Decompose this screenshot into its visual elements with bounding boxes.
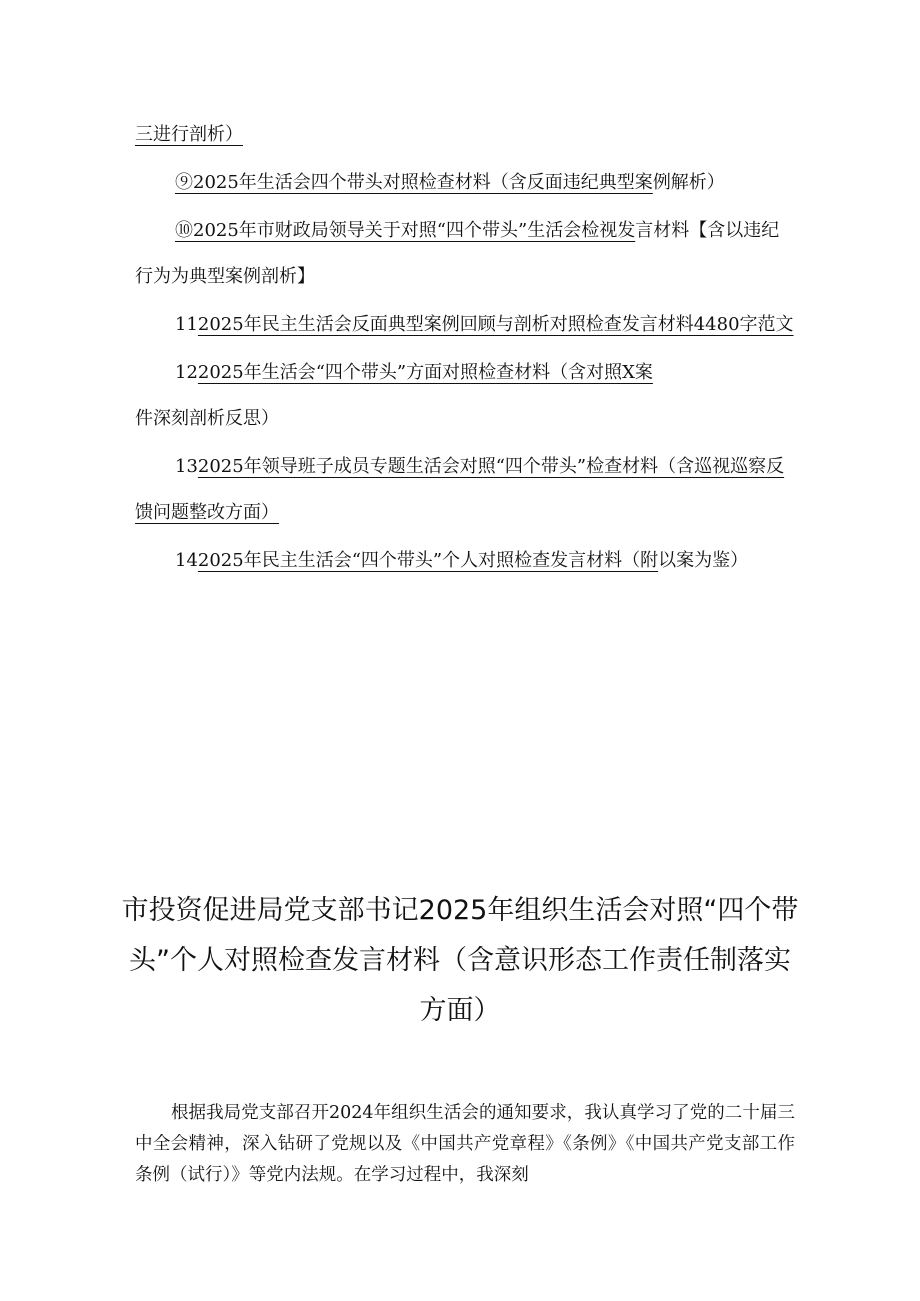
toc-item [135, 350, 795, 442]
toc-link[interactable]: 2025年领导班子成员专题生活会对照“四个带头”检查材料（含巡视巡察反馈问题整改方面） [135, 456, 785, 523]
toc-item [135, 160, 795, 206]
table-of-contents [135, 112, 795, 584]
toc-item-text: 件深刻剖析反思） [135, 408, 279, 429]
body-paragraph: 根据我局党支部召开2024年组织生活会的通知要求，我认真学习了党的二十届三中全会精神，深入钻研了党规以及《中国共产党章程》《条例》《中国共产党支部工作条例（试行）》等党内法规。在学习过程中，我深刻 [135, 1103, 795, 1185]
toc-link[interactable]: 三进行剖析） [135, 124, 243, 145]
toc-item [135, 444, 795, 536]
toc-item-text: 以案为鉴） [658, 550, 749, 571]
toc-item [135, 302, 795, 348]
toc-item-text: 例解析） [652, 172, 725, 193]
document-title: 市投资促进局党支部书记2025年组织生活会对照“四个带头”个人对照检查发言材料（含意识形态工作责任制落实方面） [121, 895, 799, 1026]
toc-link[interactable]: 2025年生活会“四个带头”方面对照检查材料（含对照X案 [197, 362, 653, 383]
toc-item-number: 13 [175, 456, 198, 477]
toc-link[interactable]: ⑩2025年市财政局领导关于对照“四个带头”生活会检视发 [175, 220, 636, 241]
toc-item-number: 12 [175, 362, 198, 383]
toc-link[interactable]: ⑨2025年生活会四个带头对照检查材料（含反面违纪典型案 [175, 172, 653, 193]
toc-link[interactable]: 2025年民主生活会“四个带头”个人对照检查发言材料（附 [197, 550, 659, 571]
toc-item [135, 208, 795, 300]
toc-item [135, 538, 795, 584]
toc-continuation [135, 112, 795, 158]
toc-item-number: 11 [175, 314, 198, 335]
toc-item-text: 言材料【含以违纪行为为典型案例剖析】 [135, 220, 780, 287]
toc-link[interactable]: 2025年民主生活会反面典型案例回顾与剖析对照检查发言材料4480字范文 [197, 314, 794, 335]
toc-item-number: 14 [175, 550, 198, 571]
